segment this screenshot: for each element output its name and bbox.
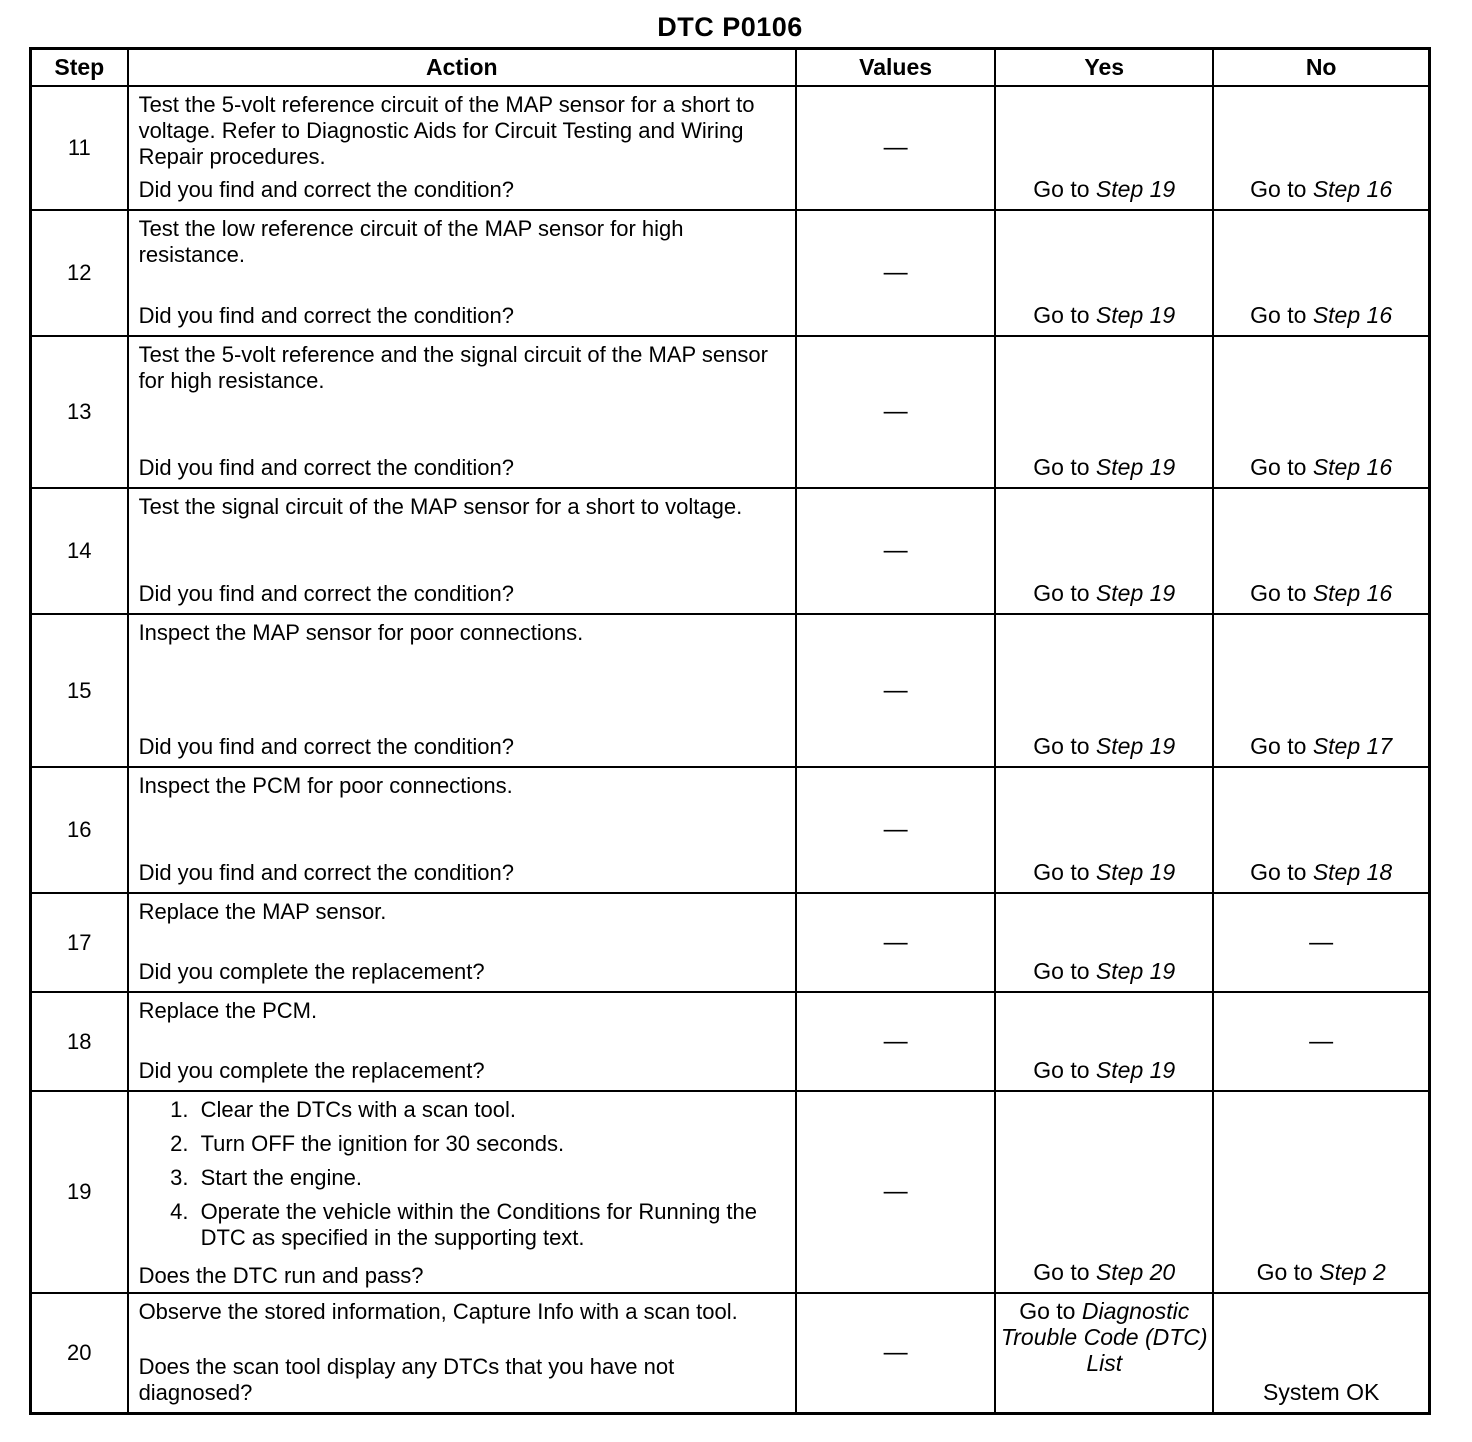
- col-header-values: Values: [796, 49, 995, 87]
- table-row: [31, 210, 1430, 336]
- yes-step-link: Step 19: [1095, 454, 1176, 480]
- table-row: [31, 893, 1430, 992]
- no-cell: [1213, 614, 1429, 767]
- yes-cell: [995, 336, 1213, 488]
- empty-dash: —: [883, 134, 908, 161]
- yes-cell: [995, 1293, 1213, 1414]
- action-instruction: Test the low reference circuit of the MAP sensor for high resistance.: [138, 216, 684, 267]
- action-cell: [128, 488, 796, 614]
- values-cell: [796, 614, 995, 767]
- no-cell: [1213, 488, 1429, 614]
- table-row: [31, 488, 1430, 614]
- no-goto: Go to Step 2: [1256, 1259, 1386, 1285]
- procedure-list: [139, 1097, 787, 1259]
- no-cell: [1213, 893, 1429, 992]
- step-number: 11: [31, 86, 128, 210]
- no-step-link: Step 16: [1312, 176, 1393, 202]
- empty-dash: —: [883, 398, 908, 425]
- no-step-link: Step 16: [1312, 302, 1393, 328]
- list-item: 4. Operate the vehicle within the Conditions for Running the DTC as specified in the supporting text.: [195, 1199, 787, 1251]
- values-cell: [796, 488, 995, 614]
- step-number: 17: [31, 893, 128, 992]
- yes-dtc-list-link: Diagnostic Trouble Code (DTC) List: [1000, 1298, 1208, 1376]
- yes-goto: Go to Step 19: [1033, 176, 1176, 202]
- yes-step-link: Step 19: [1095, 580, 1176, 606]
- action-cell: [128, 767, 796, 893]
- step-number: 20: [31, 1293, 128, 1414]
- action-cell: [128, 336, 796, 488]
- action-instruction: Test the 5-volt reference circuit of the MAP sensor for a short to voltage. Refer to Diagnostic Aids for Circuit Testing and Wiring Repair procedures.: [138, 92, 755, 169]
- yes-cell: [995, 614, 1213, 767]
- empty-dash: —: [883, 928, 908, 956]
- empty-dash: —: [883, 1027, 908, 1055]
- yes-cell: [995, 488, 1213, 614]
- action-instruction: Observe the stored information, Capture Info with a scan tool.: [138, 1299, 738, 1324]
- yes-cell: [995, 893, 1213, 992]
- empty-dash: —: [883, 1178, 908, 1205]
- table-row: [31, 614, 1430, 767]
- no-cell: [1213, 992, 1429, 1091]
- list-item: 3. Start the engine.: [195, 1165, 787, 1191]
- action-cell: [128, 1091, 796, 1293]
- no-goto: Go to Step 16: [1250, 454, 1393, 480]
- no-goto: Go to Step 16: [1250, 176, 1393, 202]
- step-number: 19: [31, 1091, 128, 1293]
- no-goto: Go to Step 16: [1250, 580, 1393, 606]
- no-step-link: Step 16: [1312, 580, 1393, 606]
- col-header-step: Step: [31, 49, 128, 87]
- col-header-no: No: [1213, 49, 1429, 87]
- yes-goto: Go to Step 19: [1033, 302, 1176, 328]
- yes-goto: Go to Step 19: [1033, 733, 1176, 759]
- action-question: Does the scan tool display any DTCs that you have not diagnosed?: [138, 1354, 675, 1405]
- step-number: 16: [31, 767, 128, 893]
- yes-goto: Go to Step 19: [1033, 1057, 1176, 1083]
- action-cell: [128, 992, 796, 1091]
- action-instruction: Inspect the PCM for poor connections.: [138, 773, 513, 798]
- action-question: Did you find and correct the condition?: [138, 177, 515, 202]
- yes-goto: Go to Step 19: [1033, 454, 1176, 480]
- yes-step-link: Step 19: [1095, 176, 1176, 202]
- empty-dash: —: [1309, 928, 1334, 956]
- yes-step-link: Step 19: [1095, 958, 1176, 984]
- no-cell: [1213, 1091, 1429, 1293]
- col-header-yes: Yes: [995, 49, 1213, 87]
- empty-dash: —: [883, 816, 908, 843]
- step-number: 13: [31, 336, 128, 488]
- action-cell: [128, 86, 796, 210]
- no-goto: Go to Step 17: [1250, 733, 1393, 759]
- no-cell: [1213, 767, 1429, 893]
- action-instruction: Inspect the MAP sensor for poor connections.: [138, 620, 584, 645]
- dtc-table: [29, 47, 1431, 1415]
- table-row: [31, 336, 1430, 488]
- empty-dash: —: [1309, 1027, 1334, 1055]
- action-instruction: Test the signal circuit of the MAP sensor for a short to voltage.: [138, 494, 743, 519]
- action-instruction: Replace the MAP sensor.: [138, 899, 387, 924]
- no-step-link: Step 2: [1319, 1259, 1386, 1285]
- page-title: DTC P0106: [657, 12, 803, 42]
- yes-goto: Go to Diagnostic Trouble Code (DTC) List: [1000, 1298, 1208, 1376]
- action-question: Did you complete the replacement?: [138, 959, 485, 984]
- values-cell: [796, 210, 995, 336]
- action-cell: [128, 210, 796, 336]
- values-cell: [796, 992, 995, 1091]
- action-question: Did you complete the replacement?: [138, 1058, 485, 1083]
- values-cell: [796, 893, 995, 992]
- step-number: 14: [31, 488, 128, 614]
- values-cell: [796, 1091, 995, 1293]
- table-row: [31, 86, 1430, 210]
- system-ok-text: System OK: [1263, 1379, 1380, 1405]
- values-cell: [796, 767, 995, 893]
- no-step-link: Step 17: [1312, 733, 1393, 759]
- no-cell: [1213, 1293, 1429, 1414]
- action-question: Did you find and correct the condition?: [138, 303, 515, 328]
- action-cell: [128, 893, 796, 992]
- yes-cell: [995, 992, 1213, 1091]
- yes-step-link: Step 19: [1095, 1057, 1176, 1083]
- action-question: Did you find and correct the condition?: [138, 581, 515, 606]
- yes-cell: [995, 767, 1213, 893]
- yes-step-link: Step 19: [1095, 859, 1176, 885]
- no-step-link: Step 16: [1312, 454, 1393, 480]
- step-number: 18: [31, 992, 128, 1091]
- action-instruction: Replace the PCM.: [138, 998, 318, 1023]
- col-header-action: Action: [128, 49, 796, 87]
- list-item: 2. Turn OFF the ignition for 30 seconds.: [195, 1131, 787, 1157]
- action-cell: [128, 1293, 796, 1414]
- action-instruction: Test the 5-volt reference and the signal circuit of the MAP sensor for high resistance.: [138, 342, 768, 393]
- no-goto: Go to Step 18: [1250, 859, 1393, 885]
- yes-step-link: Step 20: [1095, 1259, 1176, 1285]
- empty-dash: —: [883, 259, 908, 286]
- list-item: 1. Clear the DTCs with a scan tool.: [195, 1097, 787, 1123]
- values-cell: [796, 336, 995, 488]
- table-row: [31, 992, 1430, 1091]
- yes-cell: [995, 210, 1213, 336]
- yes-goto: Go to Step 19: [1033, 958, 1176, 984]
- empty-dash: —: [883, 676, 908, 704]
- table-row: [31, 1091, 1430, 1293]
- action-question: Did you find and correct the condition?: [138, 734, 515, 759]
- no-cell: [1213, 336, 1429, 488]
- action-question: Did you find and correct the condition?: [138, 455, 515, 480]
- table-header-row: [31, 49, 1430, 87]
- action-question: Did you find and correct the condition?: [138, 860, 515, 885]
- yes-step-link: Step 19: [1095, 302, 1176, 328]
- table-row: [31, 1293, 1430, 1414]
- action-cell: [128, 614, 796, 767]
- empty-dash: —: [883, 1339, 908, 1366]
- yes-cell: [995, 1091, 1213, 1293]
- yes-goto: Go to Step 19: [1033, 859, 1176, 885]
- no-cell: [1213, 86, 1429, 210]
- yes-goto: Go to Step 20: [1033, 1259, 1176, 1285]
- table-row: [31, 767, 1430, 893]
- step-number: 12: [31, 210, 128, 336]
- yes-step-link: Step 19: [1095, 733, 1176, 759]
- action-question: Does the DTC run and pass?: [138, 1263, 424, 1288]
- values-cell: [796, 86, 995, 210]
- empty-dash: —: [883, 537, 908, 564]
- no-cell: [1213, 210, 1429, 336]
- values-cell: [796, 1293, 995, 1414]
- no-goto: Go to Step 16: [1250, 302, 1393, 328]
- yes-goto: Go to Step 19: [1033, 580, 1176, 606]
- no-step-link: Step 18: [1312, 859, 1393, 885]
- step-number: 15: [31, 614, 128, 767]
- yes-cell: [995, 86, 1213, 210]
